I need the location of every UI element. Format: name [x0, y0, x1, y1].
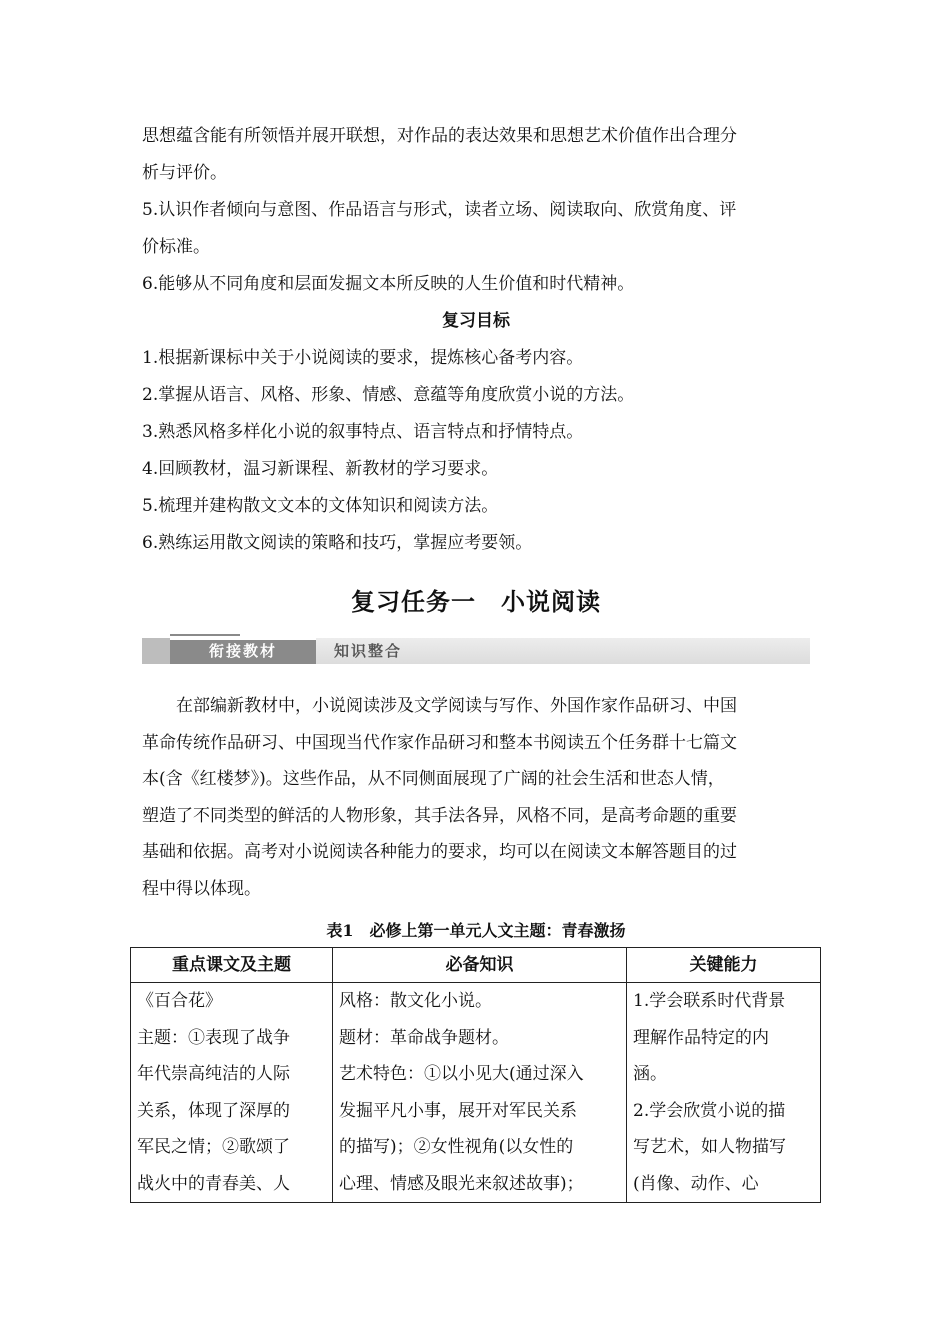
cell-line: 心理、情感及眼光来叙述故事)； [339, 1173, 584, 1194]
cell-line: 写艺术，如人物描写 [633, 1137, 786, 1157]
banner-tab-accent [170, 634, 240, 636]
review-goal-item: 3.熟悉风格多样化小说的叙事特点、语言特点和抒情特点。 [142, 422, 584, 442]
cell-line: 2.学会欣赏小说的描 [633, 1100, 786, 1121]
cell-line: 《百合花》 [137, 991, 222, 1011]
paragraph-line: 在部编新教材中，小说阅读涉及文学阅读与写作、外国作家作品研习、中国 [176, 696, 737, 716]
intro-line: 思想蕴含能有所领悟并展开联想，对作品的表达效果和思想艺术价值作出合理分 [142, 126, 737, 146]
banner-left-block [142, 638, 170, 664]
cell-line: 军民之情；②歌颂了 [137, 1137, 290, 1157]
section-banner [142, 634, 810, 668]
intro-line: 价标准。 [142, 237, 210, 257]
review-goal-item: 1.根据新课标中关于小说阅读的要求，提炼核心备考内容。 [142, 348, 584, 368]
cell-line: 年代崇高纯洁的人际 [137, 1064, 290, 1084]
task-title: 复习任务一 小说阅读 [351, 587, 601, 616]
paragraph-line: 本(含《红楼梦》)。这些作品，从不同侧面展现了广阔的社会生活和世态人情， [142, 769, 725, 789]
review-goal-item: 2.掌握从语言、风格、形象、情感、意蕴等角度欣赏小说的方法。 [142, 385, 635, 405]
table-cell-lesson [131, 983, 333, 1203]
cell-line: 发掘平凡小事，展开对军民关系 [339, 1100, 577, 1121]
banner-sub-label: 知识整合 [334, 642, 403, 660]
paragraph-line: 革命传统作品研习、中国现当代作家作品研习和整本书阅读五个任务群十七篇文 [142, 732, 737, 753]
paragraph-line: 塑造了不同类型的鲜活的人物形象，其手法各异，风格不同，是高考命题的重要 [142, 805, 737, 826]
table-row [131, 983, 821, 1203]
intro-line: 6.能够从不同角度和层面发掘文本所反映的人生价值和时代精神。 [142, 274, 635, 294]
table-cell-ability [627, 983, 821, 1203]
table-header-cell: 必备知识 [333, 948, 627, 983]
cell-line: 战火中的青春美、人 [137, 1173, 290, 1194]
cell-line: 1.学会联系时代背景 [633, 991, 786, 1011]
banner-tab-label: 衔接教材 [170, 638, 316, 664]
table-cell-knowledge [333, 983, 627, 1203]
review-goal-item: 6.熟练运用散文阅读的策略和技巧，掌握应考要领。 [142, 533, 533, 553]
paragraph-line: 程中得以体现。 [142, 878, 261, 899]
cell-line: 艺术特色：①以小见大(通过深入 [339, 1064, 584, 1084]
review-goals-list [142, 340, 810, 562]
intro-line: 5.认识作者倾向与意图、作品语言与形式，读者立场、阅读取向、欣赏角度、评 [142, 200, 737, 220]
paragraph-line: 基础和依据。高考对小说阅读各种能力的要求，均可以在阅读文本解答题目的过 [142, 842, 737, 862]
review-goal-item: 5.梳理并建构散文文本的文体知识和阅读方法。 [142, 496, 499, 516]
cell-line: 理解作品特定的内 [633, 1027, 769, 1048]
review-goals-heading: 复习目标 [442, 311, 510, 331]
cell-line: 风格：散文化小说。 [339, 991, 492, 1011]
intro-line: 析与评价。 [142, 163, 227, 183]
cell-line: 涵。 [633, 1064, 667, 1084]
knowledge-table [130, 947, 821, 1203]
cell-line: (肖像、动作、心 [633, 1173, 759, 1194]
cell-line: 的描写)；②女性视角(以女性的 [339, 1137, 574, 1157]
review-goal-item: 4.回顾教材，温习新课程、新教材的学习要求。 [142, 459, 499, 479]
table-header-row [131, 948, 821, 983]
cell-line: 题材：革命战争题材。 [339, 1027, 509, 1048]
intro-text [142, 118, 810, 303]
body-paragraph [142, 688, 810, 907]
cell-line: 主题：①表现了战争 [137, 1027, 290, 1048]
document-page [137, 118, 810, 1197]
table-caption: 表1 必修上第一单元人文主题：青春激扬 [326, 921, 626, 940]
cell-line: 关系，体现了深厚的 [137, 1100, 290, 1121]
table-header-cell: 重点课文及主题 [131, 948, 333, 983]
table-wrapper [137, 947, 810, 1197]
table-header-cell: 关键能力 [627, 948, 821, 983]
